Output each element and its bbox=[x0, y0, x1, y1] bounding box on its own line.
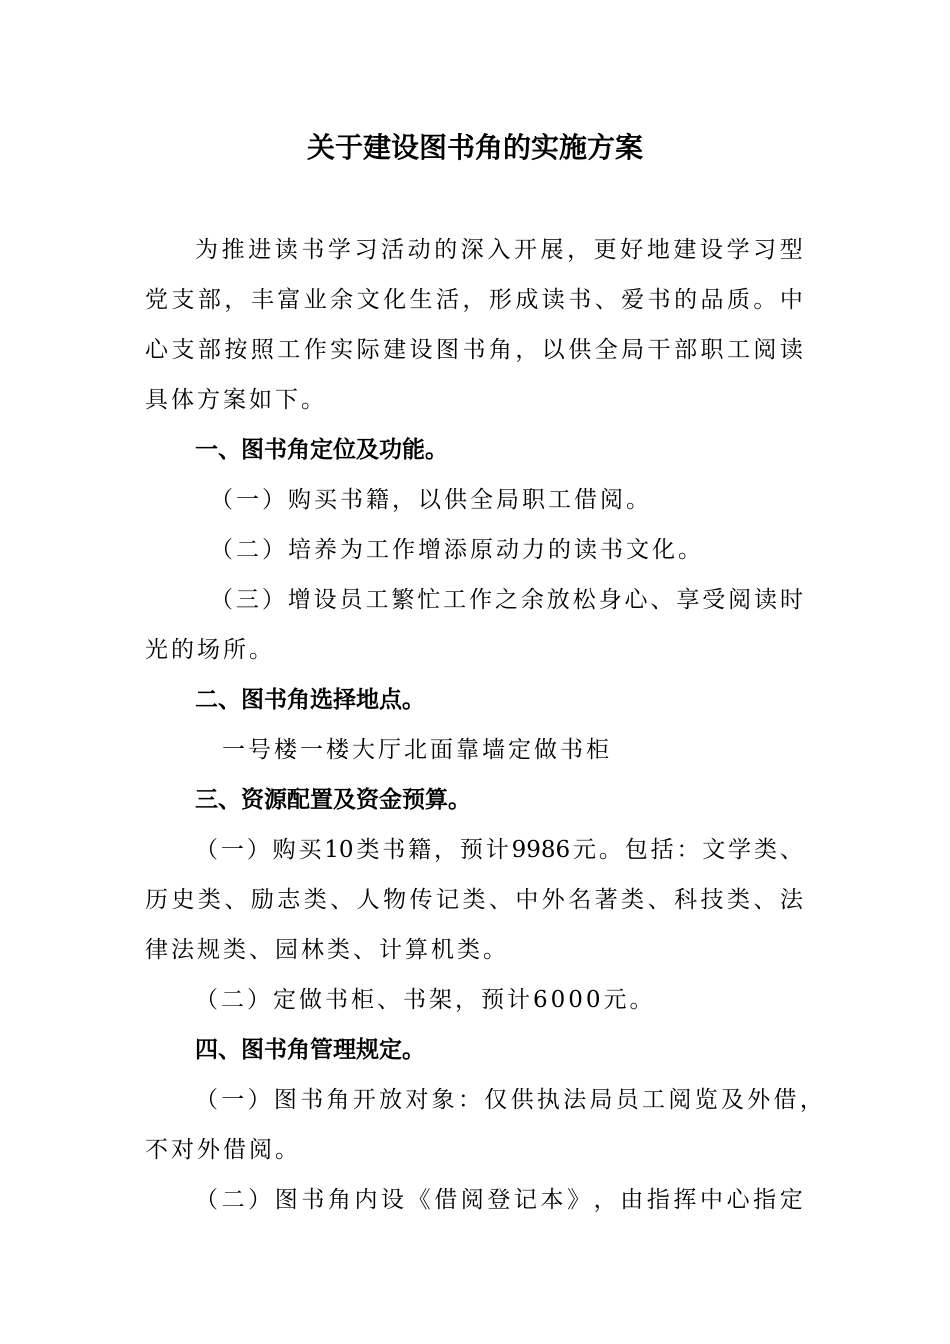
paragraph-line: 为 推 进 读 书 学 习 活 动 的 深 入 开 展 ， 更 好 地 建 设 学 习 型 bbox=[195, 237, 803, 263]
paragraph-line: 心 支 部 按 照 工 作 实 际 建 设 图 书 角 ， 以 供 全 局 干 部 职 工 阅 读 bbox=[145, 337, 803, 363]
section-heading: 四、图书角管理规定。 bbox=[195, 1037, 425, 1063]
section-heading: 一、图书角定位及功能。 bbox=[195, 437, 448, 463]
paragraph-line: （二）培养为工作增添原动力的读书文化。 bbox=[210, 537, 704, 563]
paragraph-line: （一）购买书籍，以供全局职工借阅。 bbox=[210, 487, 652, 513]
paragraph-line: 一号楼一楼大厅北面靠墙定做书柜 bbox=[222, 737, 612, 763]
paragraph-line: 不对外借阅。 bbox=[145, 1137, 301, 1163]
paragraph-line: 党 支 部 ， 丰 富 业 余 文 化 生 活 ， 形 成 读 书 、 爱 书 的 品 质 。 中 bbox=[145, 287, 803, 313]
paragraph-line: （ 二 ） 图 书 角 内 设 《 借 阅 登 记 本 》 ， 由 指 挥 中 心 指 定 bbox=[195, 1187, 803, 1213]
paragraph-line: （ 一 ） 购 买 10 类 书 籍 ， 预 计 9986 元 。 包 括 ： 文 学 类 、 bbox=[195, 837, 803, 863]
section-heading: 二、图书角选择地点。 bbox=[195, 687, 425, 713]
section-heading: 三、资源配置及资金预算。 bbox=[195, 787, 471, 813]
paragraph-line: 具体方案如下。 bbox=[145, 387, 327, 413]
paragraph-line: （ 一 ） 图 书 角 开 放 对 象 ： 仅 供 执 法 局 员 工 阅 览 及 外 借 ， bbox=[195, 1087, 823, 1113]
paragraph-line: （二）定做书柜、书架，预计6000元。 bbox=[195, 987, 656, 1013]
paragraph-line: 律法规类、园林类、计算机类。 bbox=[145, 937, 509, 963]
paragraph-line: 历 史 类 、 励 志 类 、 人 物 传 记 类 、 中 外 名 著 类 、 科 技 类 、 法 bbox=[145, 887, 803, 913]
document-title: 关于建设图书角的实施方案 bbox=[306, 131, 643, 164]
paragraph-line: （ 三 ） 增 设 员 工 繁 忙 工 作 之 余 放 松 身 心 、 享 受 阅 读 时 bbox=[210, 587, 803, 613]
paragraph-line: 光的场所。 bbox=[145, 637, 275, 663]
